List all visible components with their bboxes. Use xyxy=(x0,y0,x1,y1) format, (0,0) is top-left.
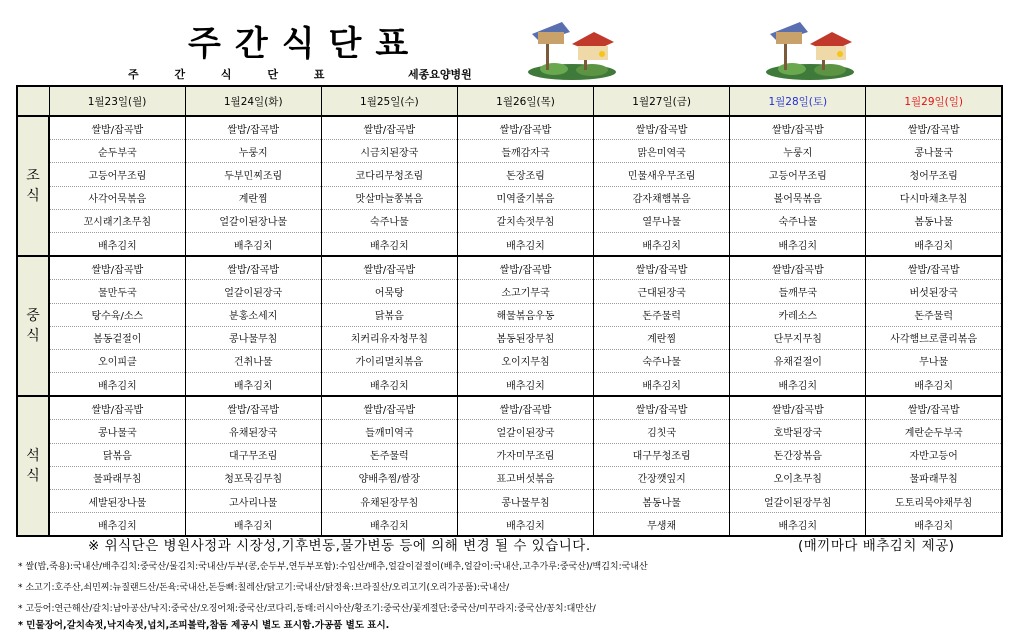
menu-cell: 돈간장볶음 xyxy=(730,443,866,466)
menu-cell: 갈치속젓무침 xyxy=(457,209,593,232)
menu-cell: 콩나물국 xyxy=(866,140,1002,163)
menu-cell: 쌀밥/잡곡밥 xyxy=(457,116,593,140)
menu-cell: 닭볶음 xyxy=(49,443,185,466)
menu-cell: 배추김치 xyxy=(866,373,1002,397)
menu-cell: 돈주물럭 xyxy=(594,303,730,326)
day-header: 1월23일(월) xyxy=(49,86,185,116)
menu-cell: 맑은미역국 xyxy=(594,140,730,163)
menu-cell: 배추김치 xyxy=(321,232,457,256)
menu-cell: 누룽지 xyxy=(730,140,866,163)
table-row xyxy=(17,396,1002,420)
menu-cell: 감자채햄볶음 xyxy=(594,186,730,209)
menu-cell: 소고기무국 xyxy=(457,280,593,303)
menu-cell: 다시마채초무침 xyxy=(866,186,1002,209)
menu-cell: 배추김치 xyxy=(594,373,730,397)
menu-cell: 쌀밥/잡곡밥 xyxy=(866,396,1002,420)
menu-cell: 물파래무침 xyxy=(866,466,1002,489)
menu-cell: 가자미무조림 xyxy=(457,443,593,466)
menu-cell: 숙주나물 xyxy=(730,209,866,232)
menu-cell: 유채된장국 xyxy=(185,420,321,443)
origin-note: * 쌀(밥,죽용):국내산/배추김치:중국산/물김치:국내산/두부(콩,순두부,연두부포함):수입산/배추,얼갈이겉절이(배추,얼갈이:국내산,고추가루:중국산)/백김치:국내산 xyxy=(18,562,648,572)
menu-cell: 도토리묵야채무침 xyxy=(866,490,1002,513)
day-header: 1월26일(목) xyxy=(457,86,593,116)
menu-cell: 물파래무침 xyxy=(49,466,185,489)
menu-cell: 쌀밥/잡곡밥 xyxy=(730,116,866,140)
menu-cell: 누룽지 xyxy=(185,140,321,163)
menu-cell: 배추김치 xyxy=(185,513,321,537)
menu-cell: 시금치된장국 xyxy=(321,140,457,163)
menu-cell: 쌀밥/잡곡밥 xyxy=(321,396,457,420)
table-row xyxy=(17,420,1002,443)
menu-cell: 배추김치 xyxy=(185,373,321,397)
table-row xyxy=(17,163,1002,186)
table-row xyxy=(17,140,1002,163)
corner-cell xyxy=(17,86,49,116)
kimchi-note: (매끼마다 배추김치 제공) xyxy=(798,538,955,554)
menu-cell: 김칫국 xyxy=(594,420,730,443)
menu-cell: 양배추찜/쌈장 xyxy=(321,466,457,489)
menu-cell: 코다리무청조림 xyxy=(321,163,457,186)
menu-cell: 유채된장무침 xyxy=(321,490,457,513)
table-row xyxy=(17,209,1002,232)
menu-cell: 세발된장나물 xyxy=(49,490,185,513)
menu-cell: 숙주나물 xyxy=(321,209,457,232)
menu-cell: 쌀밥/잡곡밥 xyxy=(185,116,321,140)
table-row xyxy=(17,466,1002,489)
menu-cell: 돈주물럭 xyxy=(866,303,1002,326)
hospital-name: 세종요양병원 xyxy=(408,68,472,81)
table-row xyxy=(17,280,1002,303)
menu-cell: 쌀밥/잡곡밥 xyxy=(185,256,321,280)
menu-cell: 돈주물럭 xyxy=(321,443,457,466)
menu-cell: 배추김치 xyxy=(866,232,1002,256)
menu-cell: 버섯된장국 xyxy=(866,280,1002,303)
menu-cell: 오이초무침 xyxy=(730,466,866,489)
menu-cell: 고사리나물 xyxy=(185,490,321,513)
menu-cell: 봄동나물 xyxy=(866,209,1002,232)
menu-cell: 배추김치 xyxy=(457,373,593,397)
table-row xyxy=(17,513,1002,537)
menu-cell: 근대된장국 xyxy=(594,280,730,303)
menu-cell: 청어무조림 xyxy=(866,163,1002,186)
table-row xyxy=(17,443,1002,466)
menu-cell: 가이리멸치볶음 xyxy=(321,349,457,372)
menu-cell: 고등어무조림 xyxy=(730,163,866,186)
menu-cell: 간장깻잎지 xyxy=(594,466,730,489)
menu-cell: 계란찜 xyxy=(594,326,730,349)
menu-cell: 쌀밥/잡곡밥 xyxy=(594,396,730,420)
menu-cell: 봄동겉절이 xyxy=(49,326,185,349)
menu-cell: 배추김치 xyxy=(730,513,866,537)
menu-cell: 쌀밥/잡곡밥 xyxy=(594,116,730,140)
menu-cell: 배추김치 xyxy=(49,513,185,537)
origin-note: * 고등어:연근해산/갈치:남아공산/낙지:중국산/오징어채:중국산/코다리,동태:러시아산/황조기:중국산/꽃게절단:중국산/미꾸라지:중국산/꽁치:대만산/ xyxy=(18,604,596,614)
menu-cell: 콩나물국 xyxy=(49,420,185,443)
menu-cell: 얼갈이된장국 xyxy=(457,420,593,443)
menu-cell: 물만두국 xyxy=(49,280,185,303)
menu-cell: 쌀밥/잡곡밥 xyxy=(49,256,185,280)
menu-cell: 유채겉절이 xyxy=(730,349,866,372)
menu-cell: 쌀밥/잡곡밥 xyxy=(594,256,730,280)
change-notice: ※ 위식단은 병원사정과 시장성,기후변동,물가변동 등에 의해 변경 될 수 있습니다. xyxy=(88,538,591,554)
table-row xyxy=(17,490,1002,513)
meal-label: 조 식 xyxy=(17,116,49,256)
table-row xyxy=(17,373,1002,397)
menu-cell: 카레소스 xyxy=(730,303,866,326)
menu-cell: 쌀밥/잡곡밥 xyxy=(457,256,593,280)
menu-cell: 배추김치 xyxy=(730,232,866,256)
menu-cell: 볼어묵볶음 xyxy=(730,186,866,209)
menu-cell: 봄동나물 xyxy=(594,490,730,513)
menu-cell: 맛살마늘쫑볶음 xyxy=(321,186,457,209)
menu-cell: 들깨미역국 xyxy=(321,420,457,443)
meal-label: 중 식 xyxy=(17,256,49,396)
menu-cell: 청포묵김무침 xyxy=(185,466,321,489)
menu-cell: 배추김치 xyxy=(185,232,321,256)
day-header-sunday: 1월29일(일) xyxy=(866,86,1002,116)
menu-cell: 탕수육/소스 xyxy=(49,303,185,326)
menu-cell: 배추김치 xyxy=(321,373,457,397)
menu-cell: 해물볶음우동 xyxy=(457,303,593,326)
menu-cell: 두부민찌조림 xyxy=(185,163,321,186)
day-header: 1월24일(화) xyxy=(185,86,321,116)
table-row xyxy=(17,116,1002,140)
table-row xyxy=(17,186,1002,209)
menu-cell: 무나물 xyxy=(866,349,1002,372)
menu-cell: 배추김치 xyxy=(730,373,866,397)
menu-cell: 쌀밥/잡곡밥 xyxy=(49,116,185,140)
menu-cell: 치커리유자청무침 xyxy=(321,326,457,349)
menu-cell: 얼갈이된장무침 xyxy=(730,490,866,513)
mailbox-house-icon xyxy=(762,14,857,80)
origin-note: * 민물장어,갈치속젓,낙지속젓,넙치,조피볼락,참돔 제공시 별도 표시함.가공품 별도 표시. xyxy=(18,620,390,631)
menu-cell: 쌀밥/잡곡밥 xyxy=(730,256,866,280)
menu-cell: 닭볶음 xyxy=(321,303,457,326)
menu-cell: 배추김치 xyxy=(457,232,593,256)
table-row xyxy=(17,256,1002,280)
menu-cell: 돈장조림 xyxy=(457,163,593,186)
mailbox-house-icon xyxy=(524,14,619,80)
menu-cell: 쌀밥/잡곡밥 xyxy=(49,396,185,420)
menu-cell: 열무나물 xyxy=(594,209,730,232)
menu-cell: 쌀밥/잡곡밥 xyxy=(321,116,457,140)
menu-cell: 들깨감자국 xyxy=(457,140,593,163)
menu-cell: 대구무청조림 xyxy=(594,443,730,466)
menu-cell: 단무지무침 xyxy=(730,326,866,349)
menu-cell: 계란찜 xyxy=(185,186,321,209)
menu-cell: 숙주나물 xyxy=(594,349,730,372)
menu-cell: 건취나물 xyxy=(185,349,321,372)
menu-cell: 어묵탕 xyxy=(321,280,457,303)
menu-cell: 쌀밥/잡곡밥 xyxy=(321,256,457,280)
menu-cell: 배추김치 xyxy=(594,232,730,256)
menu-cell: 봄동된장무침 xyxy=(457,326,593,349)
meal-label: 석 식 xyxy=(17,396,49,536)
menu-cell: 표고버섯볶음 xyxy=(457,466,593,489)
menu-cell: 고등어무조림 xyxy=(49,163,185,186)
menu-cell: 꼬시래기초무침 xyxy=(49,209,185,232)
menu-cell: 순두부국 xyxy=(49,140,185,163)
menu-cell: 콩나물무침 xyxy=(457,490,593,513)
menu-cell: 사각햄브로콜리볶음 xyxy=(866,326,1002,349)
day-header-saturday: 1월28일(토) xyxy=(730,86,866,116)
menu-cell: 무생채 xyxy=(594,513,730,537)
menu-cell: 분홍소세지 xyxy=(185,303,321,326)
menu-cell: 쌀밥/잡곡밥 xyxy=(730,396,866,420)
menu-cell: 쌀밥/잡곡밥 xyxy=(866,256,1002,280)
day-header: 1월25일(수) xyxy=(321,86,457,116)
menu-cell: 배추김치 xyxy=(457,513,593,537)
day-header: 1월27일(금) xyxy=(594,86,730,116)
menu-cell: 오이피클 xyxy=(49,349,185,372)
menu-cell: 얼갈이된장나물 xyxy=(185,209,321,232)
origin-note: * 소고기:호주산,쇠민찌:뉴질랜드산/돈육:국내산,돈등뼈:칠레산/닭고기:국내산/닭정육:브라질산/오리고기(오리가공품):국내산/ xyxy=(18,583,510,593)
weekly-menu-table xyxy=(16,85,1003,537)
menu-cell: 자반고등어 xyxy=(866,443,1002,466)
menu-cell: 쌀밥/잡곡밥 xyxy=(866,116,1002,140)
table-row xyxy=(17,326,1002,349)
menu-cell: 들깨무국 xyxy=(730,280,866,303)
menu-cell: 쌀밥/잡곡밥 xyxy=(185,396,321,420)
menu-cell: 사각어묵볶음 xyxy=(49,186,185,209)
menu-cell: 배추김치 xyxy=(49,232,185,256)
table-row xyxy=(17,303,1002,326)
table-row xyxy=(17,232,1002,256)
page-title: 주간식단표 xyxy=(188,24,423,64)
menu-cell: 쌀밥/잡곡밥 xyxy=(457,396,593,420)
menu-cell: 얼갈이된장국 xyxy=(185,280,321,303)
menu-cell: 배추김치 xyxy=(321,513,457,537)
menu-cell: 민물새우무조림 xyxy=(594,163,730,186)
menu-cell: 콩나물무침 xyxy=(185,326,321,349)
menu-cell: 미역줄기볶음 xyxy=(457,186,593,209)
page-subtitle: 주 간 식 단 표 xyxy=(128,68,326,81)
menu-cell: 대구무조림 xyxy=(185,443,321,466)
menu-cell: 호박된장국 xyxy=(730,420,866,443)
menu-cell: 계란순두부국 xyxy=(866,420,1002,443)
menu-cell: 오이지무침 xyxy=(457,349,593,372)
table-row xyxy=(17,349,1002,372)
menu-cell: 배추김치 xyxy=(49,373,185,397)
day-header-row xyxy=(17,86,1002,116)
menu-cell: 배추김치 xyxy=(866,513,1002,537)
